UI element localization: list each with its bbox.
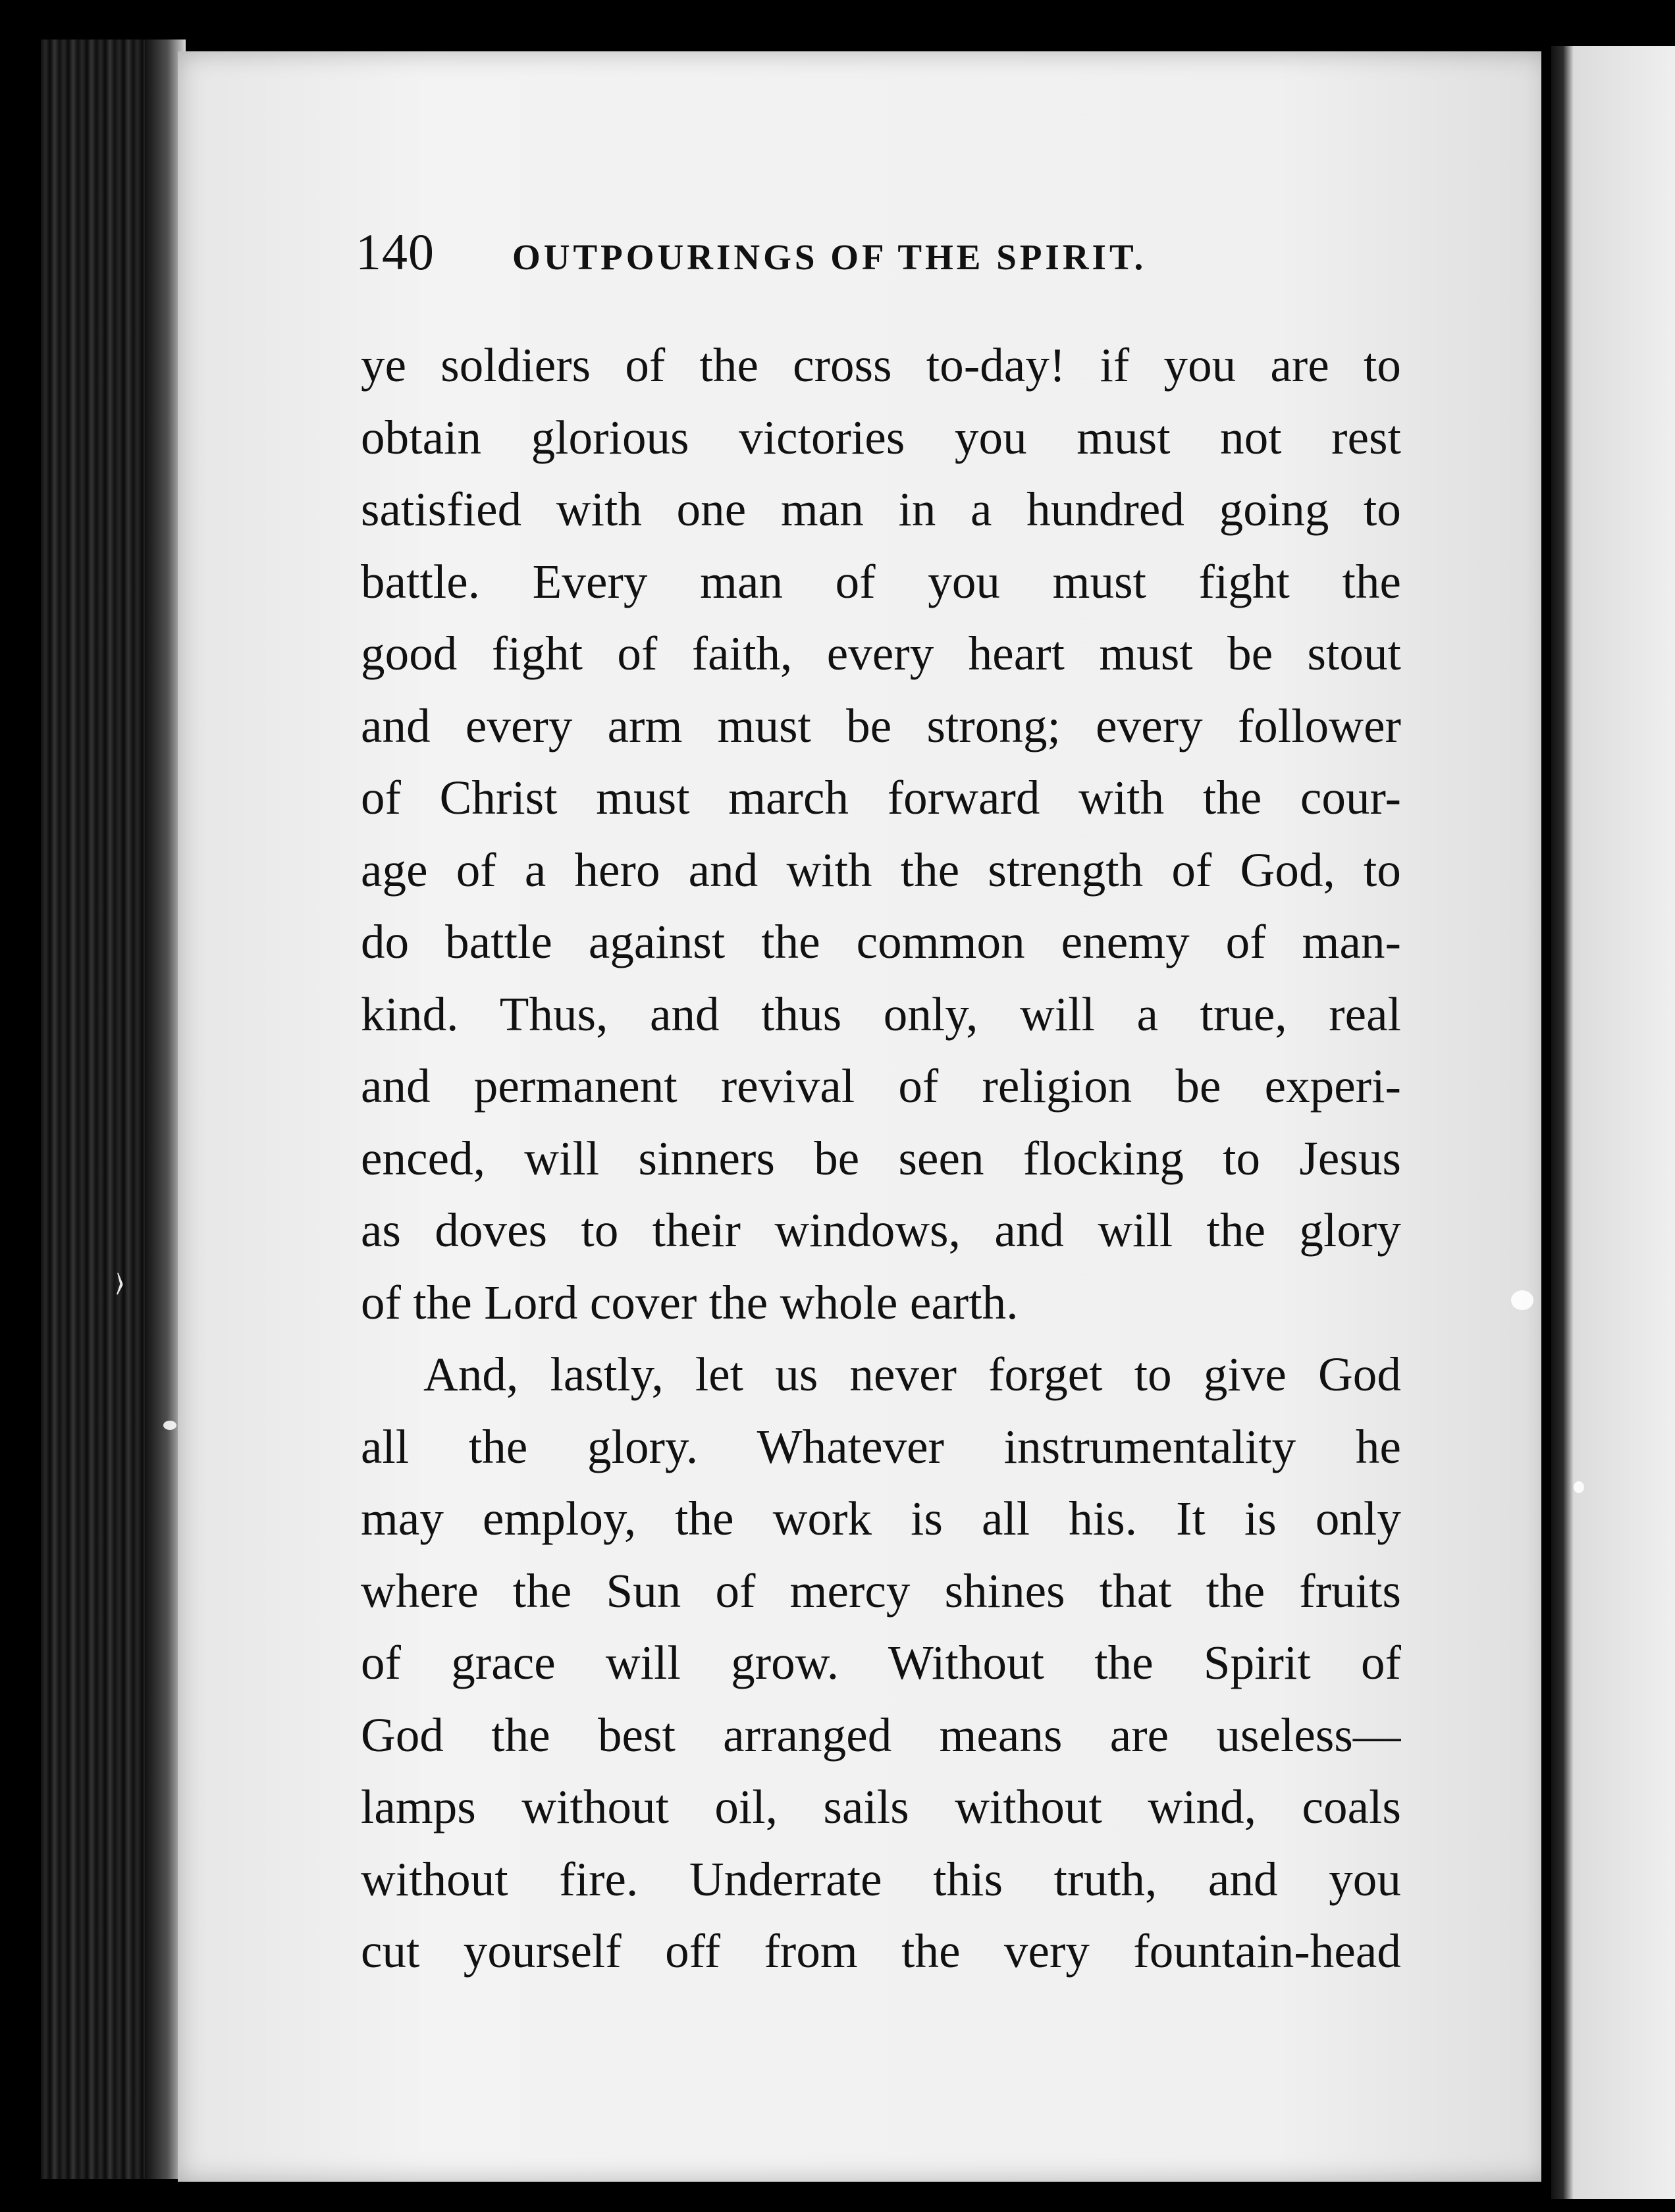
- text-line: God the best arranged means are useless—: [361, 1708, 1401, 1762]
- adjacent-page-edge: [1551, 46, 1675, 2199]
- page-number: 140: [356, 223, 435, 280]
- running-header: [356, 223, 1356, 285]
- paper-speck: [1511, 1290, 1533, 1310]
- running-title: OUTPOURINGS OF THE SPIRIT.: [512, 237, 1147, 277]
- text-line: and every arm must be strong; every follower: [361, 698, 1401, 752]
- text-line: And, lastly, let us never forget to give God: [423, 1348, 1401, 1401]
- text-line: of grace will grow. Without the Spirit of: [361, 1636, 1401, 1689]
- paper-speck: [163, 1421, 176, 1430]
- text-line: of the Lord cover the whole earth.: [361, 1275, 1019, 1329]
- text-line: age of a hero and with the strength of God, to: [361, 843, 1401, 897]
- margin-mark: ›: [114, 1246, 126, 1310]
- text-line: battle. Every man of you must fight the: [361, 554, 1401, 608]
- text-line: enced, will sinners be seen flocking to Jesus: [361, 1131, 1401, 1185]
- text-line: without fire. Underrate this truth, and you: [361, 1852, 1401, 1906]
- text-line: satisfied with one man in a hundred going to: [361, 483, 1401, 536]
- text-line: do battle against the common enemy of man-: [361, 915, 1401, 968]
- text-line: as doves to their windows, and will the glory: [361, 1203, 1401, 1257]
- text-line: lamps without oil, sails without wind, coals: [361, 1780, 1401, 1833]
- text-line: all the glory. Whatever instrumentality he: [361, 1419, 1401, 1473]
- text-line: good fight of faith, every heart must be stout: [361, 627, 1401, 680]
- text-line: where the Sun of mercy shines that the fruits: [361, 1564, 1401, 1618]
- text-line: cut yourself off from the very fountain-head: [361, 1924, 1401, 1978]
- text-line: may employ, the work is all his. It is only: [361, 1492, 1401, 1545]
- text-line: obtain glorious victories you must not rest: [361, 410, 1401, 464]
- text-line: of Christ must march forward with the cour-: [361, 771, 1401, 824]
- paper-speck: [1574, 1481, 1584, 1493]
- text-line: kind. Thus, and thus only, will a true, real: [361, 987, 1401, 1041]
- body-text: [361, 329, 1401, 1988]
- text-line: and permanent revival of religion be experi-: [361, 1059, 1401, 1113]
- text-line: ye soldiers of the cross to-day! if you are to: [361, 338, 1401, 392]
